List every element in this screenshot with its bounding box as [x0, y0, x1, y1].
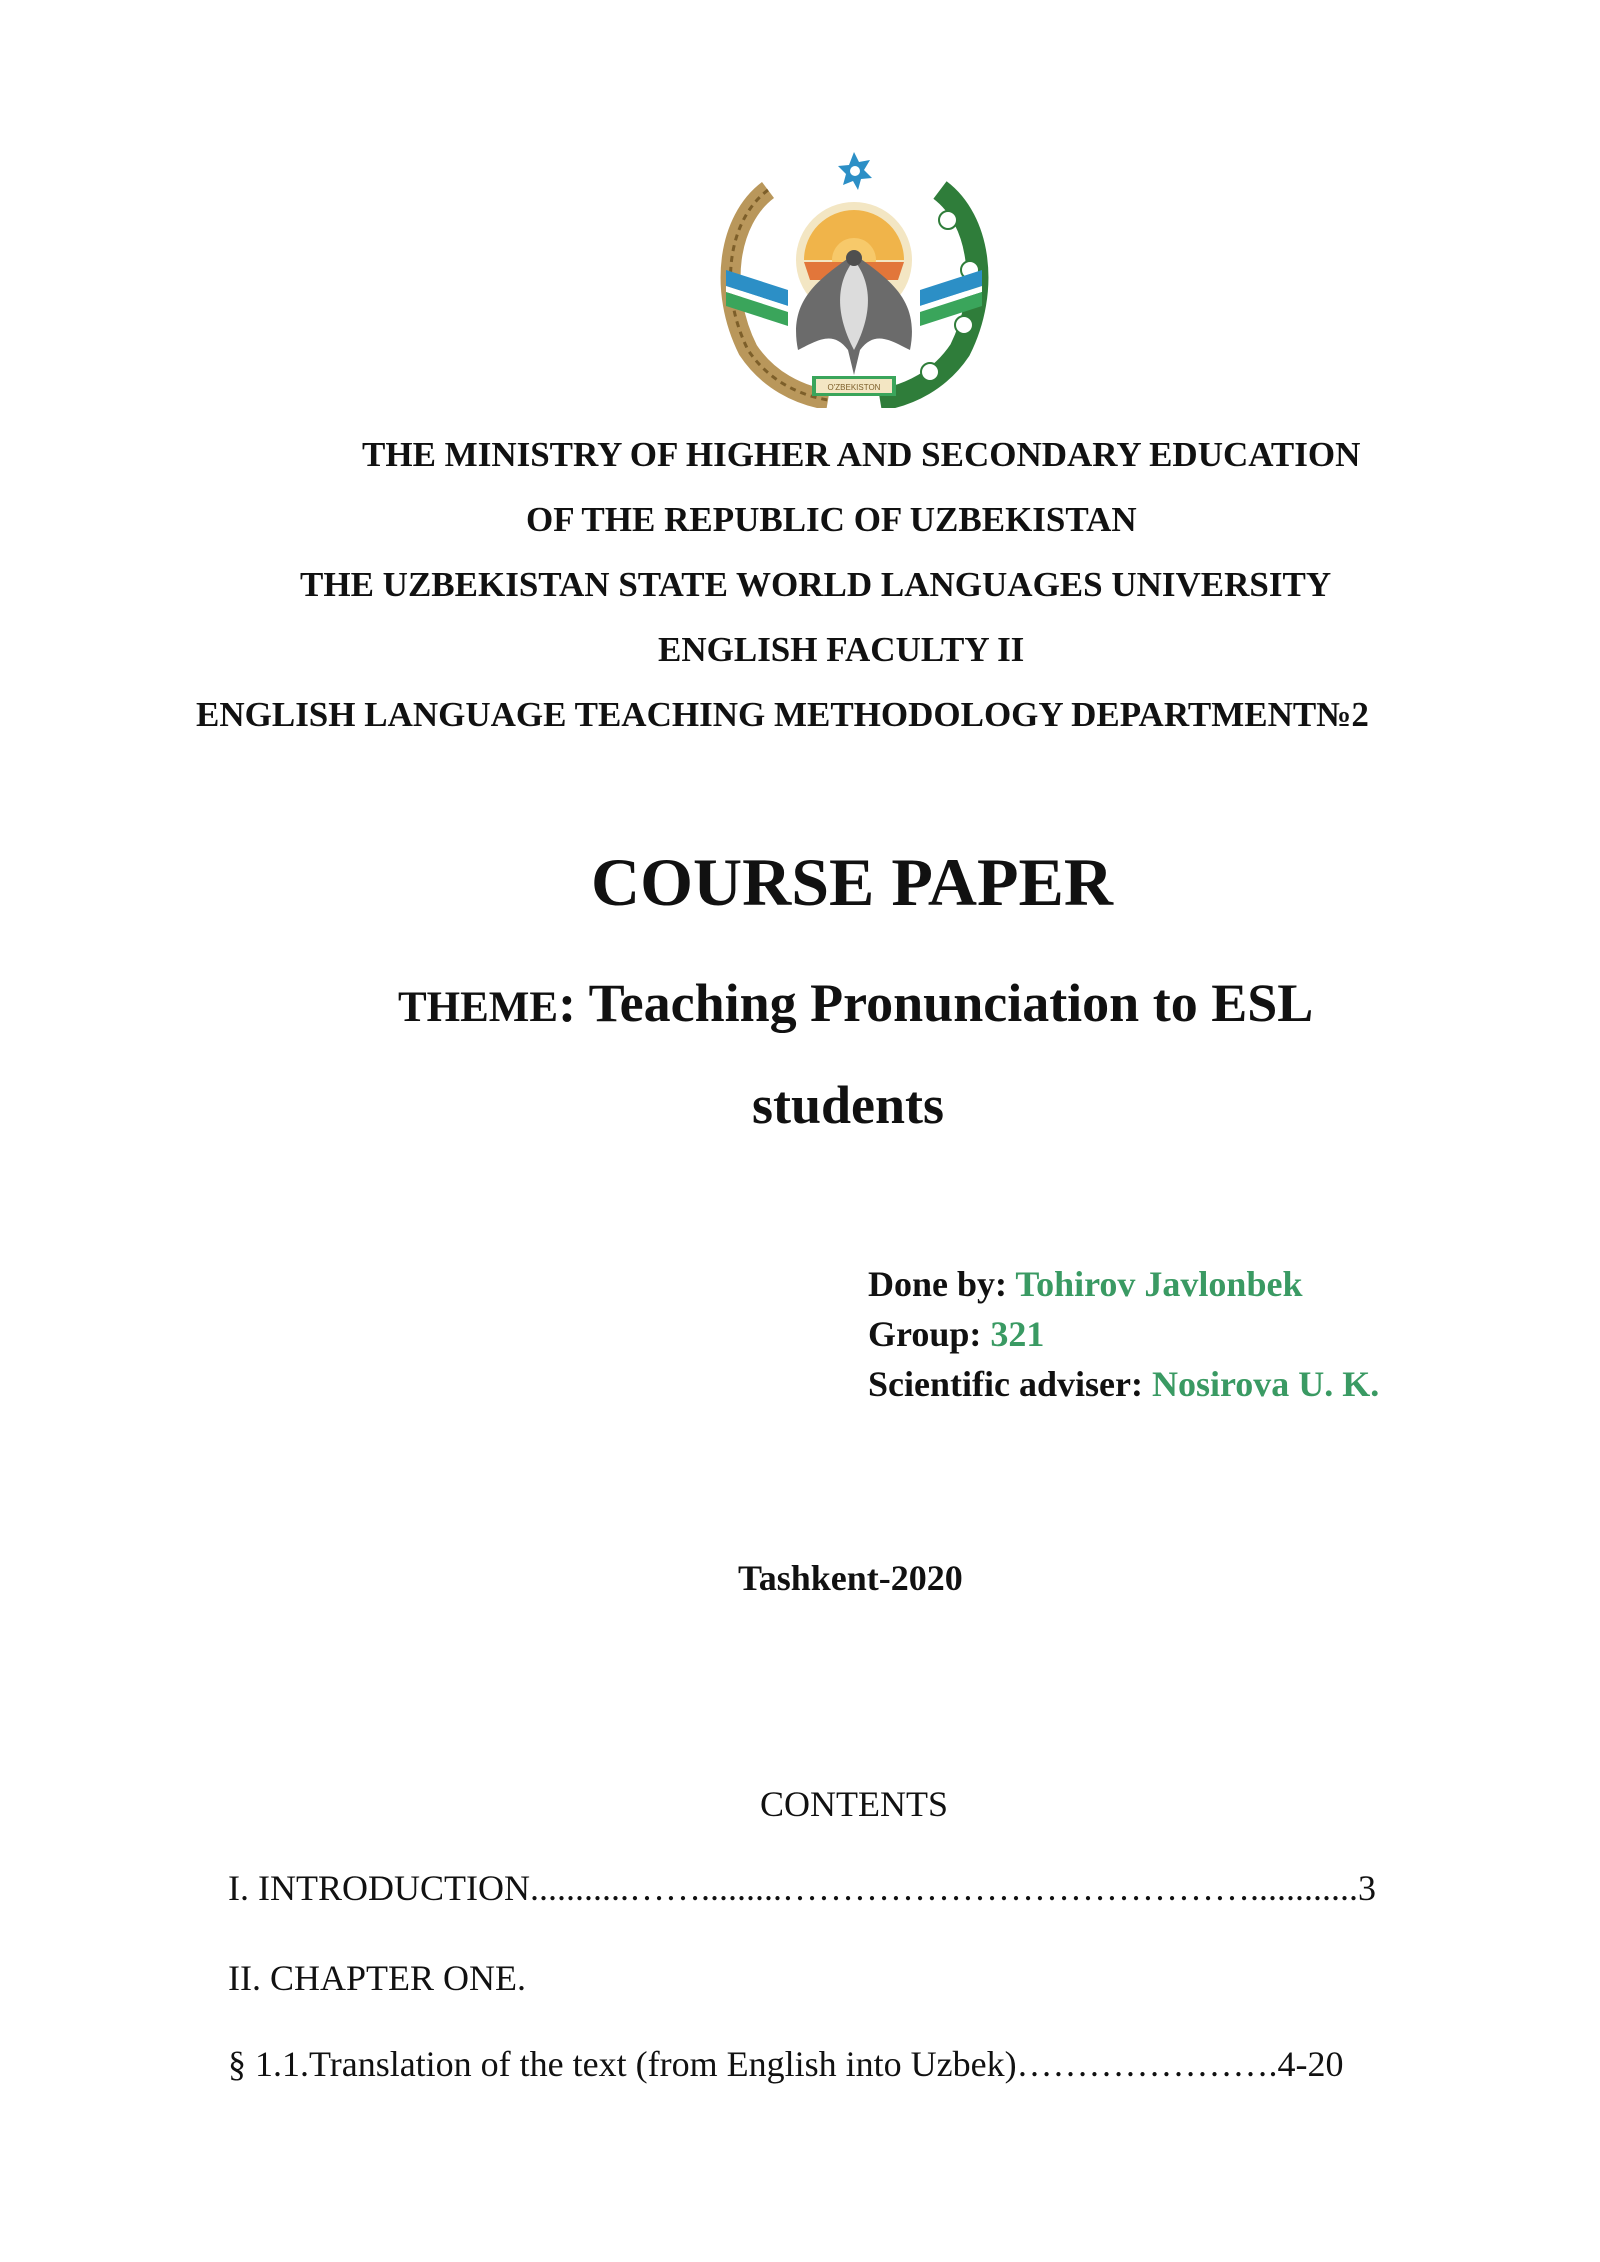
faculty-heading: ENGLISH FACULTY II: [658, 630, 1025, 669]
star-icon: [838, 152, 872, 190]
theme-text-continued: students: [752, 1075, 945, 1135]
theme-label: THEME: [398, 984, 559, 1031]
done-by-value: Tohirov Javlonbek: [1015, 1264, 1303, 1304]
department-heading: ENGLISH LANGUAGE TEACHING METHODOLOGY DEPARTMENT№2: [196, 695, 1369, 734]
toc-item: II. CHAPTER ONE.: [228, 1958, 526, 1998]
theme-line: [398, 973, 1314, 1033]
toc-item: I. INTRODUCTION...........…….........…………………………………............3: [228, 1868, 1376, 1908]
republic-heading: OF THE REPUBLIC OF UZBEKISTAN: [526, 500, 1137, 539]
adviser-row: [868, 1366, 1379, 1402]
contents-heading: CONTENTS: [760, 1784, 948, 1824]
done-by-label: Done by:: [868, 1264, 1008, 1304]
city-year: Tashkent-2020: [738, 1558, 963, 1598]
page-title: COURSE PAPER: [591, 844, 1113, 920]
ministry-heading: THE MINISTRY OF HIGHER AND SECONDARY EDUCATION: [362, 435, 1361, 474]
uzbekistan-coat-of-arms-icon: [708, 150, 1000, 408]
group-row: [868, 1316, 1044, 1352]
ribbon-icon: [812, 376, 896, 396]
done-by-row: [868, 1266, 1302, 1302]
theme-text: Teaching Pronunciation to ESL: [576, 973, 1314, 1033]
adviser-value: Nosirova U. K.: [1151, 1364, 1380, 1404]
university-heading: THE UZBEKISTAN STATE WORLD LANGUAGES UNIVERSITY: [300, 565, 1332, 604]
group-value: 321: [990, 1314, 1045, 1354]
group-label: Group:: [868, 1314, 982, 1354]
theme-colon: :: [558, 973, 577, 1033]
adviser-label: Scientific adviser:: [868, 1364, 1143, 1404]
toc-item: § 1.1.Translation of the text (from English into Uzbek)………………….4-20: [228, 2044, 1344, 2084]
svg-text:O'ZBEKISTON: O'ZBEKISTON: [827, 383, 881, 392]
